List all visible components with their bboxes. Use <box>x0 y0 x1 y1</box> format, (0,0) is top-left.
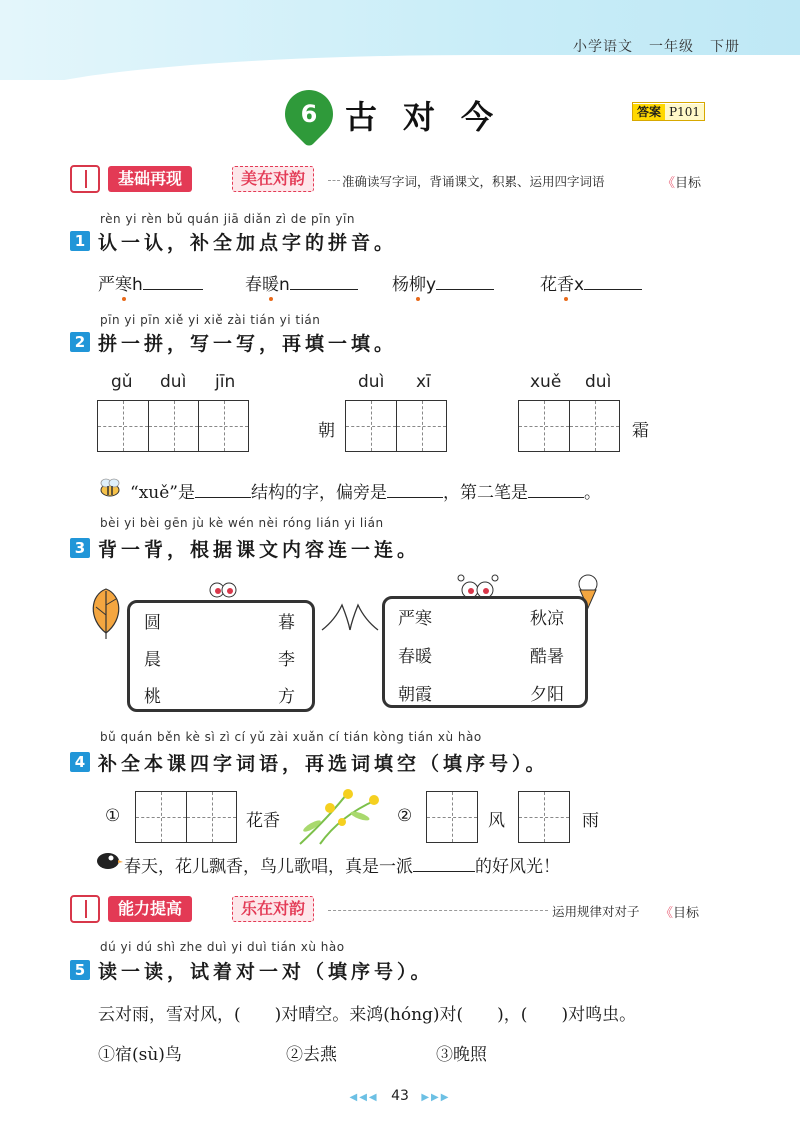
q1-item: 杨柳y <box>392 270 494 295</box>
q4-number: 4 <box>70 752 90 772</box>
answer-page: P101 <box>665 104 704 120</box>
q4-word: 花香 <box>246 811 280 831</box>
q2-text: 拼一拼，写一写，再填一填。 <box>98 333 398 355</box>
grid-pinyin: xī <box>416 372 431 392</box>
page-footer <box>0 1088 800 1104</box>
section-target: 《目标 <box>662 176 702 191</box>
answer-blank[interactable] <box>436 276 494 290</box>
q1-item: 春暖n <box>245 270 358 295</box>
q1-number: 1 <box>70 231 90 251</box>
q4-word: 风 <box>488 811 505 831</box>
grid-pinyin: xuě <box>530 372 562 392</box>
q4-text: 补全本课四字词语，再选词填空（填序号）。 <box>98 753 549 775</box>
q5-option: ②去燕 <box>286 1045 337 1065</box>
q1-item: 严寒h <box>98 270 203 295</box>
bird-icon <box>93 849 123 871</box>
board-word[interactable]: 秋凉 <box>530 609 564 629</box>
option-number: ② <box>397 806 413 826</box>
section-subtag: 美在对韵 <box>232 166 314 192</box>
section-target: 《目标 <box>660 906 700 921</box>
q5-line: 云对雨，雪对风，( )对晴空。来鸿(hóng)对( )，( )对鸣虫。 <box>98 1005 637 1025</box>
board-word[interactable]: 桃 <box>144 687 161 707</box>
q3-pinyin: bèi yi bèi gēn jù kè wén nèi róng lián yi lián <box>100 516 384 530</box>
leaf-decoration-icon <box>86 585 126 640</box>
q2-pinyin: pīn yi pīn xiě yi xiě zài tián yi tián <box>100 313 321 327</box>
section-desc: 准确读写字词，背诵课文，积累、运用四字词语 <box>342 174 605 189</box>
board-word[interactable]: 酷暑 <box>530 647 564 667</box>
divider <box>328 180 340 181</box>
answer-blank[interactable] <box>195 484 251 498</box>
board-word[interactable]: 方 <box>278 687 295 707</box>
grade: 一年级 <box>649 39 694 55</box>
q4-word: 雨 <box>582 811 599 831</box>
grid-pinyin: duì <box>585 372 612 392</box>
answer-blank[interactable] <box>413 858 475 872</box>
q3-text: 背一背，根据课文内容连一连。 <box>98 539 421 561</box>
grid-pinyin: gǔ <box>111 372 133 392</box>
subject: 小学语文 <box>573 39 633 55</box>
grid-pinyin: duì <box>160 372 187 392</box>
divider <box>328 910 548 911</box>
answer-blank[interactable] <box>290 276 358 290</box>
answer-blank[interactable] <box>387 484 443 498</box>
book-icon <box>70 895 100 923</box>
section-tag: 能力提高 <box>108 896 192 922</box>
answer-blank[interactable] <box>584 276 642 290</box>
q4-pinyin: bǔ quán běn kè sì zì cí yǔ zài xuǎn cí tián kòng tián xù hào <box>100 730 482 744</box>
answer-blank[interactable] <box>143 276 203 290</box>
writing-grid[interactable] <box>345 400 447 452</box>
answer-badge <box>632 102 705 121</box>
q1-text: 认一认，补全加点字的拼音。 <box>98 232 398 254</box>
board-word[interactable]: 严寒 <box>398 609 432 629</box>
writing-grid[interactable] <box>518 791 570 843</box>
section-tag: 基础再现 <box>108 166 192 192</box>
q5-option: ③晚照 <box>436 1045 487 1065</box>
q2-number: 2 <box>70 332 90 352</box>
writing-grid[interactable] <box>135 791 237 843</box>
q4-sentence: 春天，花儿飘香，鸟儿歌唱，真是一派 的好风光！ <box>124 857 560 877</box>
board-word[interactable]: 朝霞 <box>398 685 432 705</box>
grid-pinyin: duì <box>358 372 385 392</box>
q1-pinyin: rèn yi rèn bǔ quán jiā diǎn zì de pīn yīn <box>100 212 355 226</box>
page-number: 43 <box>391 1088 409 1104</box>
grid-char: 朝 <box>318 421 335 441</box>
answer-label: 答案 <box>633 104 665 120</box>
volume: 下册 <box>710 39 740 55</box>
board-word[interactable]: 晨 <box>144 650 161 670</box>
grid-char: 霜 <box>632 421 649 441</box>
board-word[interactable]: 暮 <box>278 613 295 633</box>
hanging-strings <box>320 600 380 640</box>
section-desc: 运用规律对对子 <box>552 904 640 919</box>
board-word[interactable]: 夕阳 <box>530 685 564 705</box>
book-icon <box>70 165 100 193</box>
writing-grid[interactable] <box>426 791 478 843</box>
q5-option: ①宿(sù)鸟 <box>98 1045 182 1065</box>
option-number: ① <box>105 806 121 826</box>
answer-blank[interactable] <box>528 484 584 498</box>
flower-icon <box>290 786 386 846</box>
page-title: 古对今 <box>345 98 520 136</box>
prev-arrows-icon: ◀◀◀ <box>349 1092 379 1103</box>
section-subtag: 乐在对韵 <box>232 896 314 922</box>
writing-grid[interactable] <box>518 400 620 452</box>
q5-text: 读一读，试着对一对（填序号）。 <box>98 961 434 983</box>
lesson-number: 6 <box>300 100 318 128</box>
book-info <box>557 36 740 56</box>
q2-sentence: “xuě”是 结构的字，偏旁是 ，第二笔是 。 <box>130 483 601 503</box>
bee-icon <box>95 478 125 498</box>
next-arrows-icon: ▶▶▶ <box>421 1092 451 1103</box>
writing-grid[interactable] <box>97 400 249 452</box>
grid-pinyin: jīn <box>215 372 236 392</box>
q5-pinyin: dú yi dú shì zhe duì yi duì tián xù hào <box>100 940 345 954</box>
q5-number: 5 <box>70 960 90 980</box>
board-word[interactable]: 春暖 <box>398 647 432 667</box>
board-word[interactable]: 圆 <box>144 613 161 633</box>
q3-number: 3 <box>70 538 90 558</box>
board-word[interactable]: 李 <box>278 650 295 670</box>
q1-item: 花香x <box>540 270 642 295</box>
